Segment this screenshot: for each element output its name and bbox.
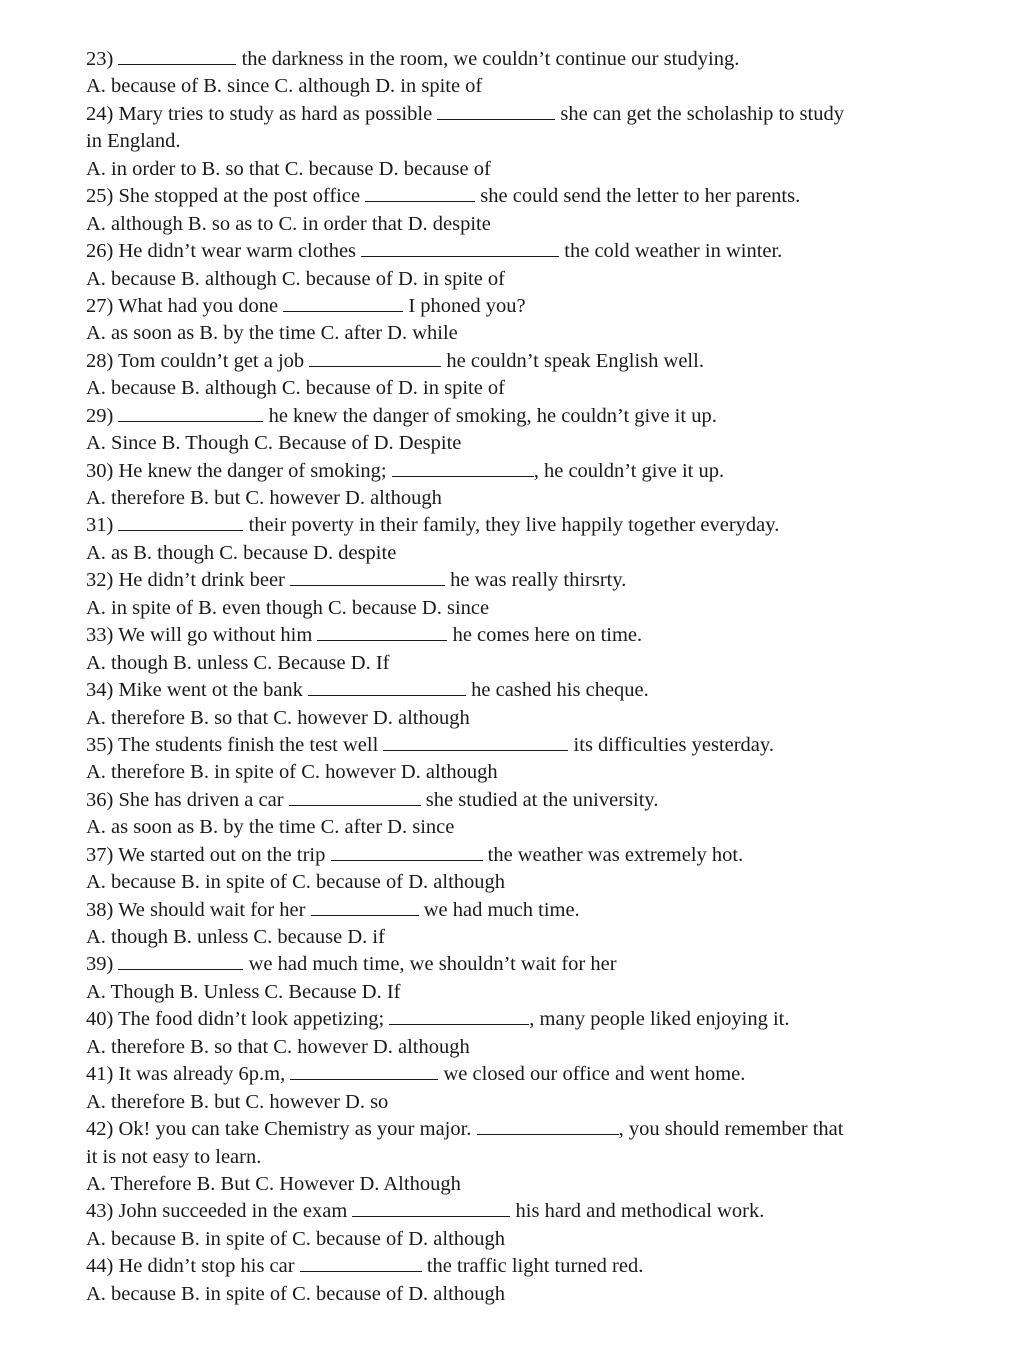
options-text: A. as soon as B. by the time C. after D. while	[86, 322, 458, 345]
answer-blank[interactable]	[118, 50, 236, 65]
question-text-after: she can get the scholaship to study	[560, 102, 844, 125]
question-41	[86, 1061, 984, 1088]
question-text-after: he cashed his cheque.	[471, 679, 649, 702]
question-25	[86, 183, 984, 210]
answer-blank[interactable]	[352, 1202, 510, 1217]
options-text: A. therefore B. but C. however D. so	[86, 1090, 389, 1113]
question-text-before: She stopped at the post office	[118, 185, 361, 208]
options-text: A. because of B. since C. although D. in spite of	[86, 75, 483, 98]
answer-blank[interactable]	[118, 516, 243, 531]
question-text-before: Ok! you can take Chemistry as your major.	[118, 1118, 472, 1141]
question-23	[86, 46, 984, 73]
question-35	[86, 732, 984, 759]
answer-options	[86, 650, 984, 677]
question-text-before: Mary tries to study as hard as possible	[118, 102, 433, 125]
question-text-before: The students finish the test well	[118, 733, 379, 756]
question-text-after: , many people liked enjoying it.	[529, 1008, 790, 1031]
question-number: 31)	[86, 514, 114, 537]
question-28	[86, 348, 984, 375]
question-continuation	[86, 128, 984, 155]
answer-options	[86, 430, 984, 457]
answer-options	[86, 211, 984, 238]
question-text-before: It was already 6p.m,	[118, 1063, 286, 1086]
answer-options	[86, 1226, 984, 1253]
question-44	[86, 1253, 984, 1280]
options-text: A. therefore B. but C. however D. although	[86, 487, 442, 509]
question-43	[86, 1198, 984, 1225]
answer-options	[86, 924, 984, 951]
question-text-after: the cold weather in winter.	[564, 240, 783, 263]
answer-blank[interactable]	[290, 571, 445, 586]
answer-blank[interactable]	[437, 105, 555, 120]
question-text-before: Mike went ot the bank	[118, 679, 303, 702]
question-text-after: he couldn’t speak English well.	[446, 349, 704, 372]
answer-options	[86, 266, 984, 293]
answer-blank[interactable]	[309, 352, 441, 367]
question-text-before: Tom couldn’t get a job	[118, 349, 305, 372]
answer-options	[86, 1171, 984, 1198]
question-42	[86, 1116, 984, 1143]
question-24	[86, 101, 984, 128]
answer-blank[interactable]	[392, 462, 534, 477]
question-text-after: we closed our office and went home.	[443, 1063, 746, 1086]
question-text-after: she could send the letter to her parents.	[480, 185, 801, 208]
question-number: 41)	[86, 1063, 114, 1086]
question-text-after: , you should remember that	[618, 1118, 844, 1141]
question-34	[86, 677, 984, 704]
question-27	[86, 293, 984, 320]
question-text-after: , he couldn’t give it up.	[533, 459, 725, 482]
question-text-after: his hard and methodical work.	[515, 1200, 765, 1223]
question-number: 26)	[86, 240, 114, 263]
answer-options	[86, 1034, 984, 1061]
question-text-after: we had much time.	[423, 898, 580, 921]
answer-blank[interactable]	[290, 1065, 438, 1080]
options-text: A. because B. although C. because of D. in spite of	[86, 377, 506, 400]
answer-options	[86, 73, 984, 100]
question-number: 36)	[86, 788, 114, 811]
answer-blank[interactable]	[361, 242, 559, 257]
question-text-before: The food didn’t look appetizing;	[118, 1008, 385, 1031]
answer-blank[interactable]	[308, 681, 466, 696]
question-text-after: I phoned you?	[408, 294, 526, 317]
question-text-before: We should wait for her	[118, 898, 306, 921]
question-text-after: she studied at the university.	[425, 788, 659, 811]
options-text: A. because B. although C. because of D. in spite of	[86, 267, 506, 290]
options-text: A. as soon as B. by the time C. after D. since	[86, 816, 455, 839]
question-number: 37)	[86, 843, 114, 866]
options-text: A. because B. in spite of C. because of D. although	[86, 1282, 506, 1305]
answer-blank[interactable]	[389, 1010, 529, 1025]
answer-blank[interactable]	[283, 297, 403, 312]
answer-blank[interactable]	[477, 1120, 619, 1135]
question-30	[86, 458, 984, 485]
answer-blank[interactable]	[331, 846, 483, 861]
question-39	[86, 951, 984, 978]
answer-blank[interactable]	[118, 955, 243, 970]
question-number: 35)	[86, 733, 114, 756]
answer-options	[86, 869, 984, 896]
question-text-after: its difficulties yesterday.	[573, 733, 774, 756]
question-text-after: he knew the danger of smoking, he couldn’t give it up.	[268, 404, 717, 427]
answer-blank[interactable]	[300, 1257, 422, 1272]
question-number: 39)	[86, 953, 114, 976]
question-number: 32)	[86, 569, 114, 592]
question-number: 27)	[86, 294, 114, 317]
question-text-before: We started out on the trip	[118, 843, 326, 866]
answer-options	[86, 540, 984, 567]
question-text-continuation: it is not easy to learn.	[86, 1145, 262, 1168]
question-text-before: He didn’t stop his car	[118, 1255, 295, 1278]
question-text-before: What had you done	[118, 294, 279, 317]
answer-options	[86, 1089, 984, 1116]
question-40	[86, 1006, 984, 1033]
options-text: A. though B. unless C. because D. if	[86, 926, 385, 948]
answer-blank[interactable]	[365, 187, 475, 202]
question-31	[86, 512, 984, 539]
answer-options	[86, 375, 984, 402]
question-number: 33)	[86, 624, 114, 647]
answer-blank[interactable]	[311, 901, 419, 916]
answer-options	[86, 759, 984, 786]
options-text: A. because B. in spite of C. because of D. although	[86, 1227, 506, 1250]
question-number: 24)	[86, 102, 114, 125]
question-number: 40)	[86, 1008, 114, 1031]
answer-blank[interactable]	[289, 791, 421, 806]
options-text: A. Since B. Though C. Because of D. Despite	[86, 432, 462, 455]
question-text-after: he comes here on time.	[452, 624, 643, 647]
options-text: A. although B. so as to C. in order that D. despite	[86, 212, 491, 235]
question-text-before: He knew the danger of smoking;	[118, 459, 387, 482]
question-text-after: the weather was extremely hot.	[487, 843, 744, 866]
question-number: 28)	[86, 349, 114, 372]
options-text: A. therefore B. so that C. however D. although	[86, 1035, 470, 1058]
answer-options	[86, 320, 984, 347]
options-text: A. though B. unless C. Because D. If	[86, 651, 390, 674]
answer-blank[interactable]	[383, 736, 568, 751]
question-33	[86, 622, 984, 649]
question-number: 23)	[86, 48, 114, 70]
options-text: A. in spite of B. even though C. because D. since	[86, 596, 490, 619]
answer-options	[86, 979, 984, 1006]
question-26	[86, 238, 984, 265]
options-text: A. therefore B. so that C. however D. although	[86, 706, 470, 729]
question-text-after: their poverty in their family, they live happily together everyday.	[248, 514, 780, 537]
question-text-before: She has driven a car	[118, 788, 284, 811]
question-text-before: We will go without him	[118, 624, 313, 647]
question-text-after: the darkness in the room, we couldn’t continue our studying.	[241, 48, 740, 70]
options-text: A. Though B. Unless C. Because D. If	[86, 980, 401, 1003]
answer-options	[86, 1281, 984, 1308]
question-37	[86, 842, 984, 869]
answer-blank[interactable]	[118, 407, 263, 422]
question-text-after: the traffic light turned red.	[426, 1255, 644, 1278]
answer-options	[86, 156, 984, 183]
question-number: 38)	[86, 898, 114, 921]
options-text: A. Therefore B. But C. However D. Although	[86, 1172, 461, 1195]
question-number: 43)	[86, 1200, 114, 1223]
question-32	[86, 567, 984, 594]
question-number: 29)	[86, 404, 114, 427]
answer-options	[86, 705, 984, 732]
question-text-before: He didn’t wear warm clothes	[118, 240, 357, 263]
options-text: A. because B. in spite of C. because of D. although	[86, 871, 506, 894]
question-36	[86, 787, 984, 814]
answer-options	[86, 595, 984, 622]
question-text-after: he was really thirsrty.	[450, 569, 627, 592]
question-text-after: we had much time, we shouldn’t wait for her	[248, 953, 617, 976]
question-38	[86, 897, 984, 924]
question-text-before: John succeeded in the exam	[118, 1200, 348, 1223]
answer-options	[86, 814, 984, 841]
question-number: 34)	[86, 679, 114, 702]
answer-options	[86, 485, 984, 512]
options-text: A. therefore B. in spite of C. however D. although	[86, 761, 498, 784]
options-text: A. as B. though C. because D. despite	[86, 541, 397, 564]
question-number: 42)	[86, 1118, 114, 1141]
question-29	[86, 403, 984, 430]
question-number: 44)	[86, 1255, 114, 1278]
answer-blank[interactable]	[317, 626, 447, 641]
question-number: 30)	[86, 459, 114, 482]
question-text-continuation: in England.	[86, 130, 181, 153]
question-continuation	[86, 1144, 984, 1171]
options-text: A. in order to B. so that C. because D. because of	[86, 157, 491, 180]
question-text-before: He didn’t drink beer	[118, 569, 285, 592]
question-number: 25)	[86, 185, 114, 208]
